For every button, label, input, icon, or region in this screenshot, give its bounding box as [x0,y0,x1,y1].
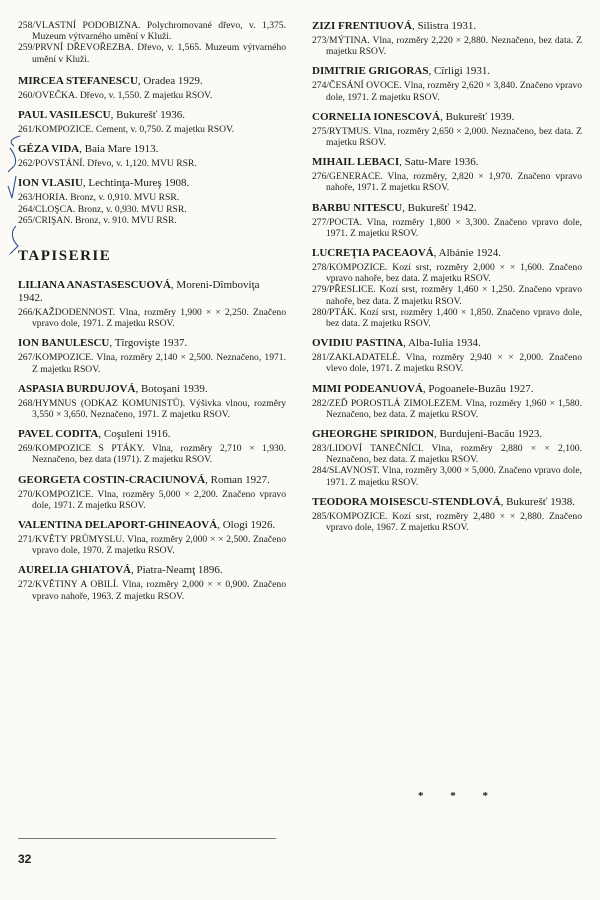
section-title: TAPISERIE [18,248,112,265]
artist-name: AURELIA GHIATOVÁ [18,564,131,577]
artist-heading [18,143,286,156]
artist-entry [312,496,582,533]
artist-name: GÉZA VIDA [18,143,80,156]
artist-origin: , Oradea 1929. [137,74,203,87]
artist-origin: , Coşuleni 1916. [98,428,171,441]
artist-heading [18,279,286,305]
artist-entry [18,109,286,135]
work-entry: 269/KOMPOZICE S PTÁKY. Vlna, rozměry 2,710 × 1,930. Neznačeno, bez data (1971). Z majetku RSOV. [18,443,286,466]
work-entry: 283/LIDOVÍ TANEČNÍCI. Vlna, rozměry 2,880 × × 2,100. Neznačeno, bez data. Z majetku RSOV. [312,443,582,466]
artist-name: CORNELIA IONESCOVÁ [312,110,441,123]
artist-name: VALENTINA DELAPORT-GHINEAOVÁ [18,519,218,532]
artist-entry [312,428,582,488]
handwritten-mark-icon [2,128,32,258]
artist-origin: , Botoşani 1939. [135,382,208,395]
artist-heading [312,65,582,78]
artist-entry [18,428,286,465]
tapestry-list [18,279,286,602]
work-entry: 265/CRIŞAN. Bronz, v. 910. MVU RSR. [18,214,177,226]
artist-origin: , Bukurešť 1942. [402,201,477,214]
artist-entry [18,279,286,329]
artist-heading [18,337,286,350]
artist-entry [312,202,582,239]
artist-origin: , Satu-Mare 1936. [399,156,479,169]
artist-name: ZIZI FRENTIUOVÁ [312,20,412,32]
work-entry: 261/KOMPOZICE. Cement, v. 0,750. Z majetku RSOV. [18,124,235,136]
artist-name: BARBU NITESCU [312,201,403,214]
artist-heading [312,111,582,124]
artist-entry [312,20,582,57]
work-entry: 272/KVĚTINY A OBILÍ. Vlna, rozměry 2,000 × × 0,900. Značeno vpravo nahoře, 1963. Z majetku RSOV. [18,579,286,602]
artist-heading [312,202,582,215]
work-entry: 279/PŘESLICE. Kozí srst, rozměry 1,460 × 1,250. Značeno vpravo nahoře, bez data. Z majetku RSOV. [312,284,582,307]
artist-entry [312,156,582,193]
artist-origin: , Lechtinţa-Mureş 1908. [82,177,190,190]
artist-origin: , Cîrligi 1931. [428,65,491,78]
artist-name: GHEORGHE SPIRIDON [312,428,434,441]
artist-entry [312,247,582,329]
artist-name: LILIANA ANASTASESCUOVÁ [18,279,171,292]
artist-entry [18,564,286,601]
artist-entry [18,337,286,374]
artist-entry [18,143,286,169]
work-entry: 268/HYMNUS (ODKAZ KOMUNISTŮ). Výšivka vlnou, rozměry 3,550 × 3,650. Neznačeno, 1971. Z majetku RSOV. [18,397,286,421]
work-entry: 275/RYTMUS. Vlna, rozměry 2,650 × 2,000. Neznačeno, bez data. Z majetku RSOV. [312,125,582,149]
artist-heading [312,496,582,509]
work-entry: 284/SLAVNOST. Vlna, rozměry 3,000 × 5,000. Značeno vpravo dole, 1971. Z majetku RSOV. [312,465,582,488]
artist-name: GEORGETA COSTIN-CRACIUNOVÁ [18,473,206,486]
work-entry: 285/KOMPOZICE. Kozí srst, rozměry 2,480 × × 2,880. Značeno vpravo dole, 1967. Z majetku RSOV. [312,510,582,534]
artist-entry [18,177,286,226]
artist-heading [312,20,582,33]
artist-heading [18,383,286,396]
artist-name: ION BANULESCU [18,337,110,350]
artist-entry [18,75,286,101]
artist-name: DIMITRIE GRIGORAS [312,65,429,78]
artist-name: PAUL VASILESCU [18,109,111,122]
artist-heading [18,519,286,532]
sculpture-list [18,75,286,226]
artist-heading [18,474,286,487]
artist-heading [18,109,286,122]
footer-rule [18,838,276,839]
artist-origin: , Moreni-Dîmboviţa 1942. [18,279,260,305]
artist-name: MIRCEA STEFANESCU [18,74,138,87]
work-entry: 271/KVĚTY PRŮMYSLU. Vlna, rozměry 2,000 × × 2,500. Značeno vpravo dole, 1970. Z majetku RSOV. [18,534,286,557]
artist-entry [312,111,582,148]
artist-origin: , Bukurešť 1938. [500,495,575,508]
artist-origin: , Piatra-Neamţ 1896. [130,564,223,577]
artist-entry [312,383,582,420]
artist-heading [18,177,286,190]
artist-origin: , Baia Mare 1913. [79,143,159,156]
work-entry: 258/VLASTNÍ PODOBIZNA. Polychromované dřevo, v. 1,375. Muzeum výtvarného umění v Kluži. [18,20,286,43]
artist-heading [312,383,582,396]
artist-name: MIHAIL LEBACI [312,156,400,169]
work-entry: 262/POVSTÁNÍ. Dřevo, v. 1,120. MVU RSR. [18,158,197,170]
work-entry: 266/KAŽDODENNOST. Vlna, rozměry 1,900 × × 2,250. Značeno vpravo dole, 1971. Z majetku RSOV. [18,307,286,330]
work-entry: 264/CLOŞCA. Bronz, v. 0,930. MVU RSR. [18,203,187,215]
continued-entries [18,20,286,65]
work-entry: 277/POCTA. Vlna, rozměry 1,800 × 3,300. Značeno vpravo dole, 1971. Z majetku RSOV. [312,216,582,239]
artist-origin: , Silistra 1931. [411,20,477,32]
artist-entry [18,383,286,420]
artist-name: OVIDIU PASTINA [312,337,404,350]
artist-entry [18,519,286,556]
right-column [312,20,582,541]
artist-origin: , Tîrgovişte 1937. [109,337,188,350]
work-entry: 282/ZEĎ POROSTLÁ ZIMOLEZEM. Vlna, rozměry 1,960 × 1,580. Neznačeno, bez data. Z majetku RSOV. [312,397,582,420]
artist-origin: , Ologi 1926. [217,519,276,532]
artist-name: MIMI PODEANUOVÁ [312,382,423,395]
artist-name: PAVEL CODITA [18,428,99,441]
work-entry: 273/MÝTINA. Vlna, rozměry 2,220 × 2,880. Neznačeno, bez data. Z majetku RSOV. [312,35,582,58]
artist-name: LUCREŢIA PACEAOVÁ [312,247,434,260]
work-entry: 270/KOMPOZICE. Vlna, rozměry 5,000 × 2,200. Značeno vpravo dole, 1971. Z majetku RSOV. [18,488,286,511]
artist-name: TEODORA MOISESCU-STENDLOVÁ [312,495,501,508]
artist-heading [18,564,286,577]
end-mark: * * * [418,790,500,802]
artist-heading [18,75,286,88]
artist-heading [312,156,582,169]
artist-origin: , Bukurešť 1939. [440,110,515,123]
work-entry: 276/GENERACE. Vlna, rozměry, 2,820 × 1,970. Značeno vpravo nahoře, 1971. Z majetku RSOV. [312,171,582,194]
artist-heading [18,428,286,441]
work-entry: 263/HORIA. Bronz, v. 0,910. MVU RSR. [18,192,180,204]
artist-entry [312,65,582,102]
work-entry: 281/ZAKLADATELÉ. Vlna, rozměry 2,940 × × 2,000. Značeno vlevo dole, 1971. Z majetku RSOV. [312,352,582,375]
artist-origin: , Alba-Iulia 1934. [403,337,481,350]
artist-entry [18,474,286,511]
left-column [18,20,286,610]
artist-heading [312,337,582,350]
work-entry: 259/PRVNÍ DŘEVOŘEZBA. Dřevo, v. 1,565. Muzeum výtvarného umění v Kluži. [18,42,286,65]
artist-origin: , Bukurešť 1936. [110,109,185,122]
artist-origin: , Albánie 1924. [433,247,501,260]
artist-origin: , Pogoanele-Buzău 1927. [422,382,534,395]
tapestry-list-continued [312,20,582,533]
artist-name: ASPASIA BURDUJOVÁ [18,382,136,395]
artist-origin: , Roman 1927. [205,473,270,486]
page-number: 32 [18,852,32,866]
artist-heading [312,247,582,260]
artist-origin: , Burdujeni-Bacău 1923. [433,428,543,441]
work-entry: 280/PTÁK. Kozí srst, rozměry 1,400 × 1,850. Značeno vpravo dole, bez data. Z majetku RSOV. [312,306,582,330]
work-entry: 267/KOMPOZICE. Vlna, rozměry 2,140 × 2,500. Neznačeno, 1971. Z majetku RSOV. [18,352,286,375]
work-entry: 260/OVEČKA. Dřevo, v. 1,550. Z majetku RSOV. [18,89,213,101]
artist-heading [312,428,582,441]
artist-entry [312,337,582,374]
work-entry: 274/ČESÁNÍ OVOCE. Vlna, rozměry 2,620 × 3,840. Značeno vpravo dole, 1971. Z majetku RSOV. [312,80,582,103]
artist-name: ION VLASIU [18,177,83,190]
work-entry: 278/KOMPOZICE. Kozí srst, rozměry 2,000 × × 1,600. Značeno vpravo nahoře, bez data. Z majetku RSOV. [312,262,582,285]
